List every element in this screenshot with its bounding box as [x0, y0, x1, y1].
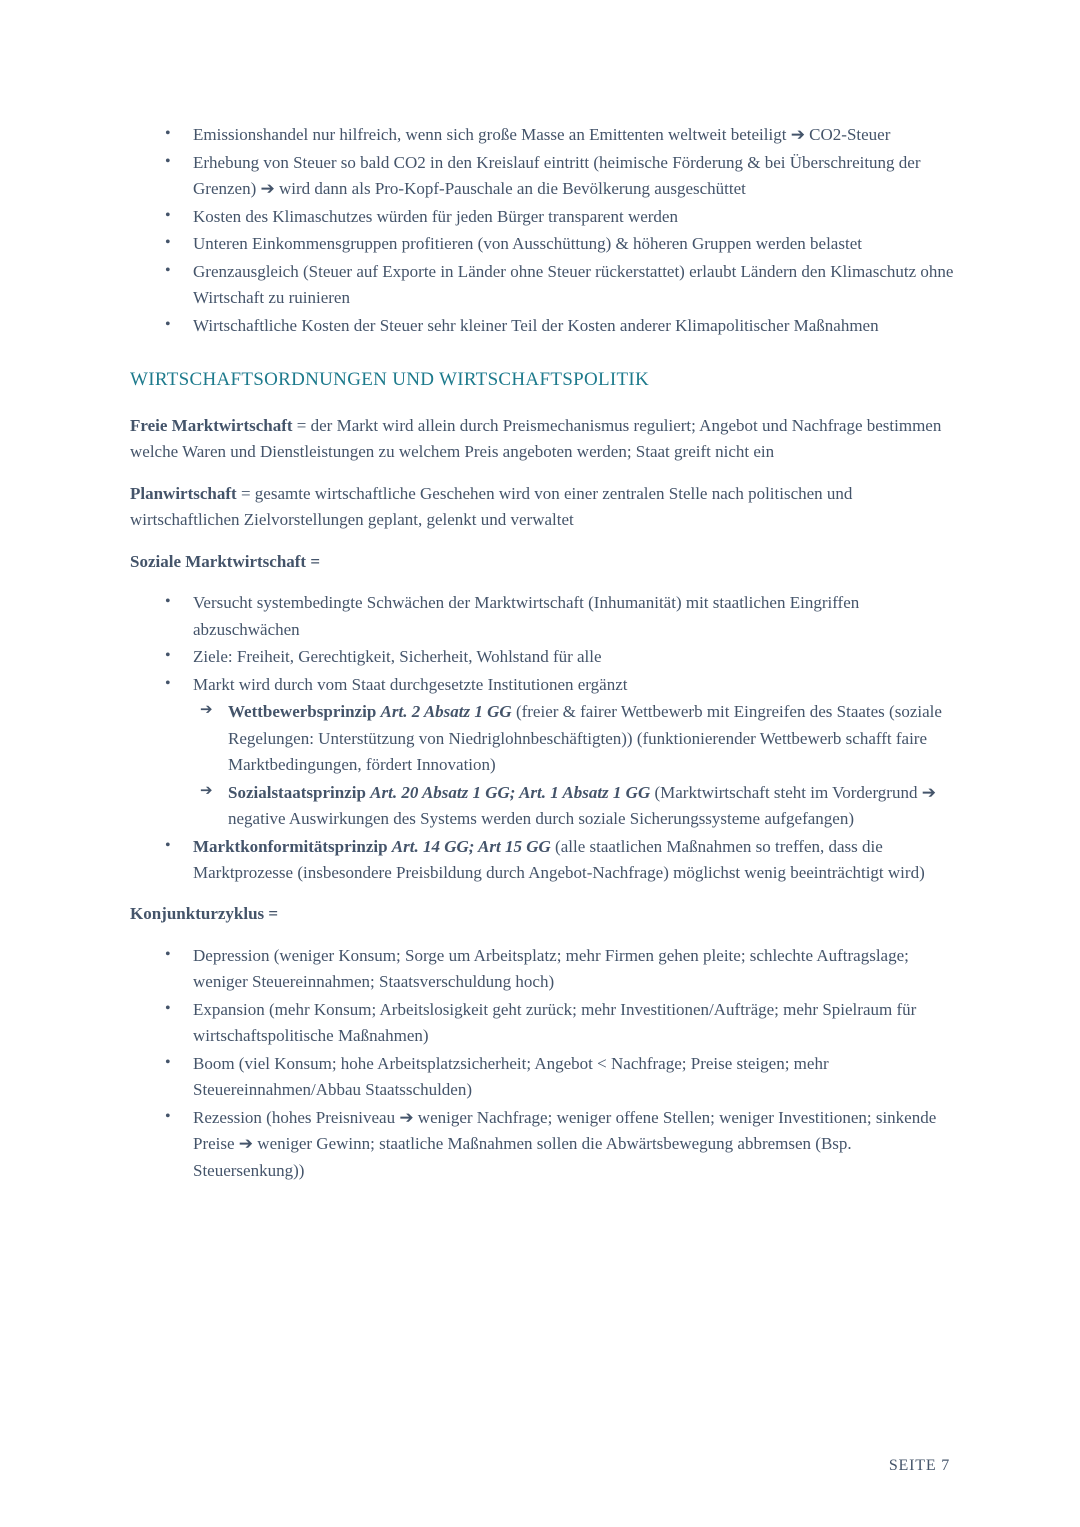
text-run: Erhebung von Steuer so bald CO2 in den Kreislauf eintritt (heimische Förderung & bei Überschreitung der Grenzen) ➔ wird dann als Pro-Kopf-Pauschale an die Bevölkerung ausgeschüttet — [193, 152, 921, 199]
emphasis-text: Art. 14 GG; Art 15 GG — [391, 836, 551, 856]
bullet-text — [193, 150, 954, 203]
bullet-text — [193, 834, 954, 887]
bullet-item — [130, 644, 954, 671]
dot-bullet-icon: • — [165, 234, 171, 252]
text-run: Unteren Einkommensgruppen profitieren (von Ausschüttung) & höheren Gruppen werden belastet — [193, 234, 862, 254]
bullet-text — [193, 204, 954, 231]
paragraph — [130, 549, 954, 576]
page-number: SEITE 7 — [888, 1457, 950, 1474]
arrow-bullet-icon: ➔ — [200, 782, 213, 799]
text-run: Depression (weniger Konsum; Sorge um Arbeitsplatz; mehr Firmen gehen pleite; schlechte Auftragslage; weniger Steuereinnahmen; Staatsverschuldung hoch) — [193, 945, 909, 992]
bullet-list — [130, 943, 954, 1185]
text-run: Grenzausgleich (Steuer auf Exporte in Länder ohne Steuer rückerstattet) erlaubt Ländern den Klimaschutz ohne Wirtschaft zu ruinieren — [193, 261, 954, 308]
text-run: Markt wird durch vom Staat durchgesetzte Institutionen ergänzt — [193, 674, 628, 694]
text-run: (Marktwirtschaft steht im Vordergrund ➔ negative Auswirkungen des Systems werden durch soziale Sicherungssysteme aufgefangen) — [228, 782, 936, 829]
dot-bullet-icon: • — [165, 261, 171, 279]
text-run: Boom (viel Konsum; hohe Arbeitsplatzsicherheit; Angebot < Nachfrage; Preise steigen; mehr Steuereinnahmen/Abbau Staatsschulden) — [193, 1053, 829, 1100]
bullet-text — [193, 1051, 954, 1104]
bullet-item — [130, 997, 954, 1050]
bullet-item — [130, 672, 954, 699]
dot-bullet-icon: • — [165, 593, 171, 611]
bullet-item — [130, 834, 954, 887]
section-heading: WIRTSCHAFTSORDNUNGEN UND WIRTSCHAFTSPOLITIK — [130, 369, 650, 391]
text-run: Kosten des Klimaschutzes würden für jeden Bürger transparent werden — [193, 206, 678, 226]
bullet-text — [193, 997, 954, 1050]
bullet-text — [193, 231, 954, 258]
emphasis-text: Marktkonformitätsprinzip — [193, 836, 392, 856]
bullet-text — [228, 780, 954, 833]
bullet-item — [130, 1051, 954, 1104]
emphasis-text: Art. 20 Absatz 1 GG; Art. 1 Absatz 1 GG — [370, 782, 651, 802]
emphasis-text: Art. 2 Absatz 1 GG — [380, 702, 512, 722]
bullet-item — [130, 259, 954, 312]
bullet-text — [193, 122, 954, 149]
page-footer — [889, 1457, 950, 1475]
bullet-item — [130, 231, 954, 258]
text-run: = gesamte wirtschaftliche Geschehen wird von einer zentralen Stelle nach politischen und wirtschaftlichen Zielvorstellungen geplant, gelenkt und verwaltet — [130, 483, 853, 530]
bullet-item — [130, 943, 954, 996]
emphasis-text: Konjunkturzyklus = — [130, 904, 279, 923]
text-run: Ziele: Freiheit, Gerechtigkeit, Sicherheit, Wohlstand für alle — [193, 647, 602, 667]
paragraph — [130, 481, 954, 534]
dot-bullet-icon: • — [165, 1053, 171, 1071]
text-run: = der Markt wird allein durch Preismechanismus reguliert; Angebot und Nachfrage bestimmen welche Waren und Dienstleistungen zu welchem Preis angeboten werden; Staat greift nicht ein — [130, 415, 942, 462]
arrow-bullet-icon: ➔ — [200, 702, 213, 719]
bullet-item — [130, 590, 954, 643]
text-run: Wirtschaftliche Kosten der Steuer sehr kleiner Teil der Kosten anderer Klimapolitischer Maßnahmen — [193, 315, 879, 335]
bullet-text — [193, 1105, 954, 1185]
paragraph — [130, 901, 954, 928]
bullet-text — [228, 699, 954, 779]
dot-bullet-icon: • — [165, 206, 171, 224]
dot-bullet-icon: • — [165, 674, 171, 692]
dot-bullet-icon: • — [165, 125, 171, 142]
dot-bullet-icon: • — [165, 315, 171, 333]
bullet-text — [193, 313, 954, 340]
emphasis-text: Wettbewerbsprinzip — [228, 702, 381, 722]
dot-bullet-icon: • — [165, 999, 171, 1017]
dot-bullet-icon: • — [165, 1107, 171, 1125]
emphasis-text: Freie Marktwirtschaft — [130, 415, 293, 435]
emphasis-text: Planwirtschaft — [130, 483, 237, 503]
text-run: Versucht systembedingte Schwächen der Marktwirtschaft (Inhumanität) mit staatlichen Eingriffen abzuschwächen — [193, 593, 860, 639]
dot-bullet-icon: • — [165, 647, 171, 665]
document-content — [130, 120, 954, 1198]
sub-bullet-item — [130, 699, 954, 779]
dot-bullet-icon: • — [165, 152, 171, 170]
text-run: (alle staatlichen Maßnahmen so treffen, dass die Marktprozesse (insbesondere Preisbildung durch Angebot-Nachfrage) möglichst wenig beeinträchtigt wird) — [193, 836, 925, 883]
bullet-list — [130, 122, 954, 339]
dot-bullet-icon: • — [165, 836, 171, 854]
bullet-item — [130, 1105, 954, 1185]
bullet-item — [130, 122, 954, 149]
text-run: Expansion (mehr Konsum; Arbeitslosigkeit geht zurück; mehr Investitionen/Aufträge; mehr Spielraum für wirtschaftspolitische Maßnahmen) — [193, 999, 917, 1046]
bullet-list — [130, 590, 954, 887]
bullet-item — [130, 204, 954, 231]
bullet-text — [193, 943, 954, 996]
text-run: Emissionshandel nur hilfreich, wenn sich große Masse an Emittenten weltweit beteiligt ➔ CO2-Steuer — [193, 125, 891, 144]
bullet-text — [193, 590, 954, 643]
emphasis-text: Soziale Marktwirtschaft = — [130, 551, 321, 571]
dot-bullet-icon: • — [165, 945, 171, 963]
sub-bullet-item — [130, 780, 954, 833]
text-run: Rezession (hohes Preisniveau ➔ weniger Nachfrage; weniger offene Stellen; weniger Investitionen; sinkende Preise ➔ weniger Gewinn; staatliche Maßnahmen sollen die Abwärtsbewegung abbremsen (Bsp. Steuersenkung)) — [193, 1107, 937, 1180]
bullet-text — [193, 259, 954, 312]
bullet-item — [130, 150, 954, 203]
bullet-item — [130, 313, 954, 340]
paragraph — [130, 413, 954, 466]
emphasis-text: Sozialstaatsprinzip — [228, 782, 371, 802]
bullet-text — [193, 672, 954, 699]
text-run: (freier & fairer Wettbewerb mit Eingreifen des Staates (soziale Regelungen: Unterstützung von Niedriglohnbeschäftigten)) (funktionierender Wettbewerb schafft faire Marktbedingungen, fördert Innovation) — [228, 702, 942, 775]
bullet-text — [193, 644, 954, 671]
